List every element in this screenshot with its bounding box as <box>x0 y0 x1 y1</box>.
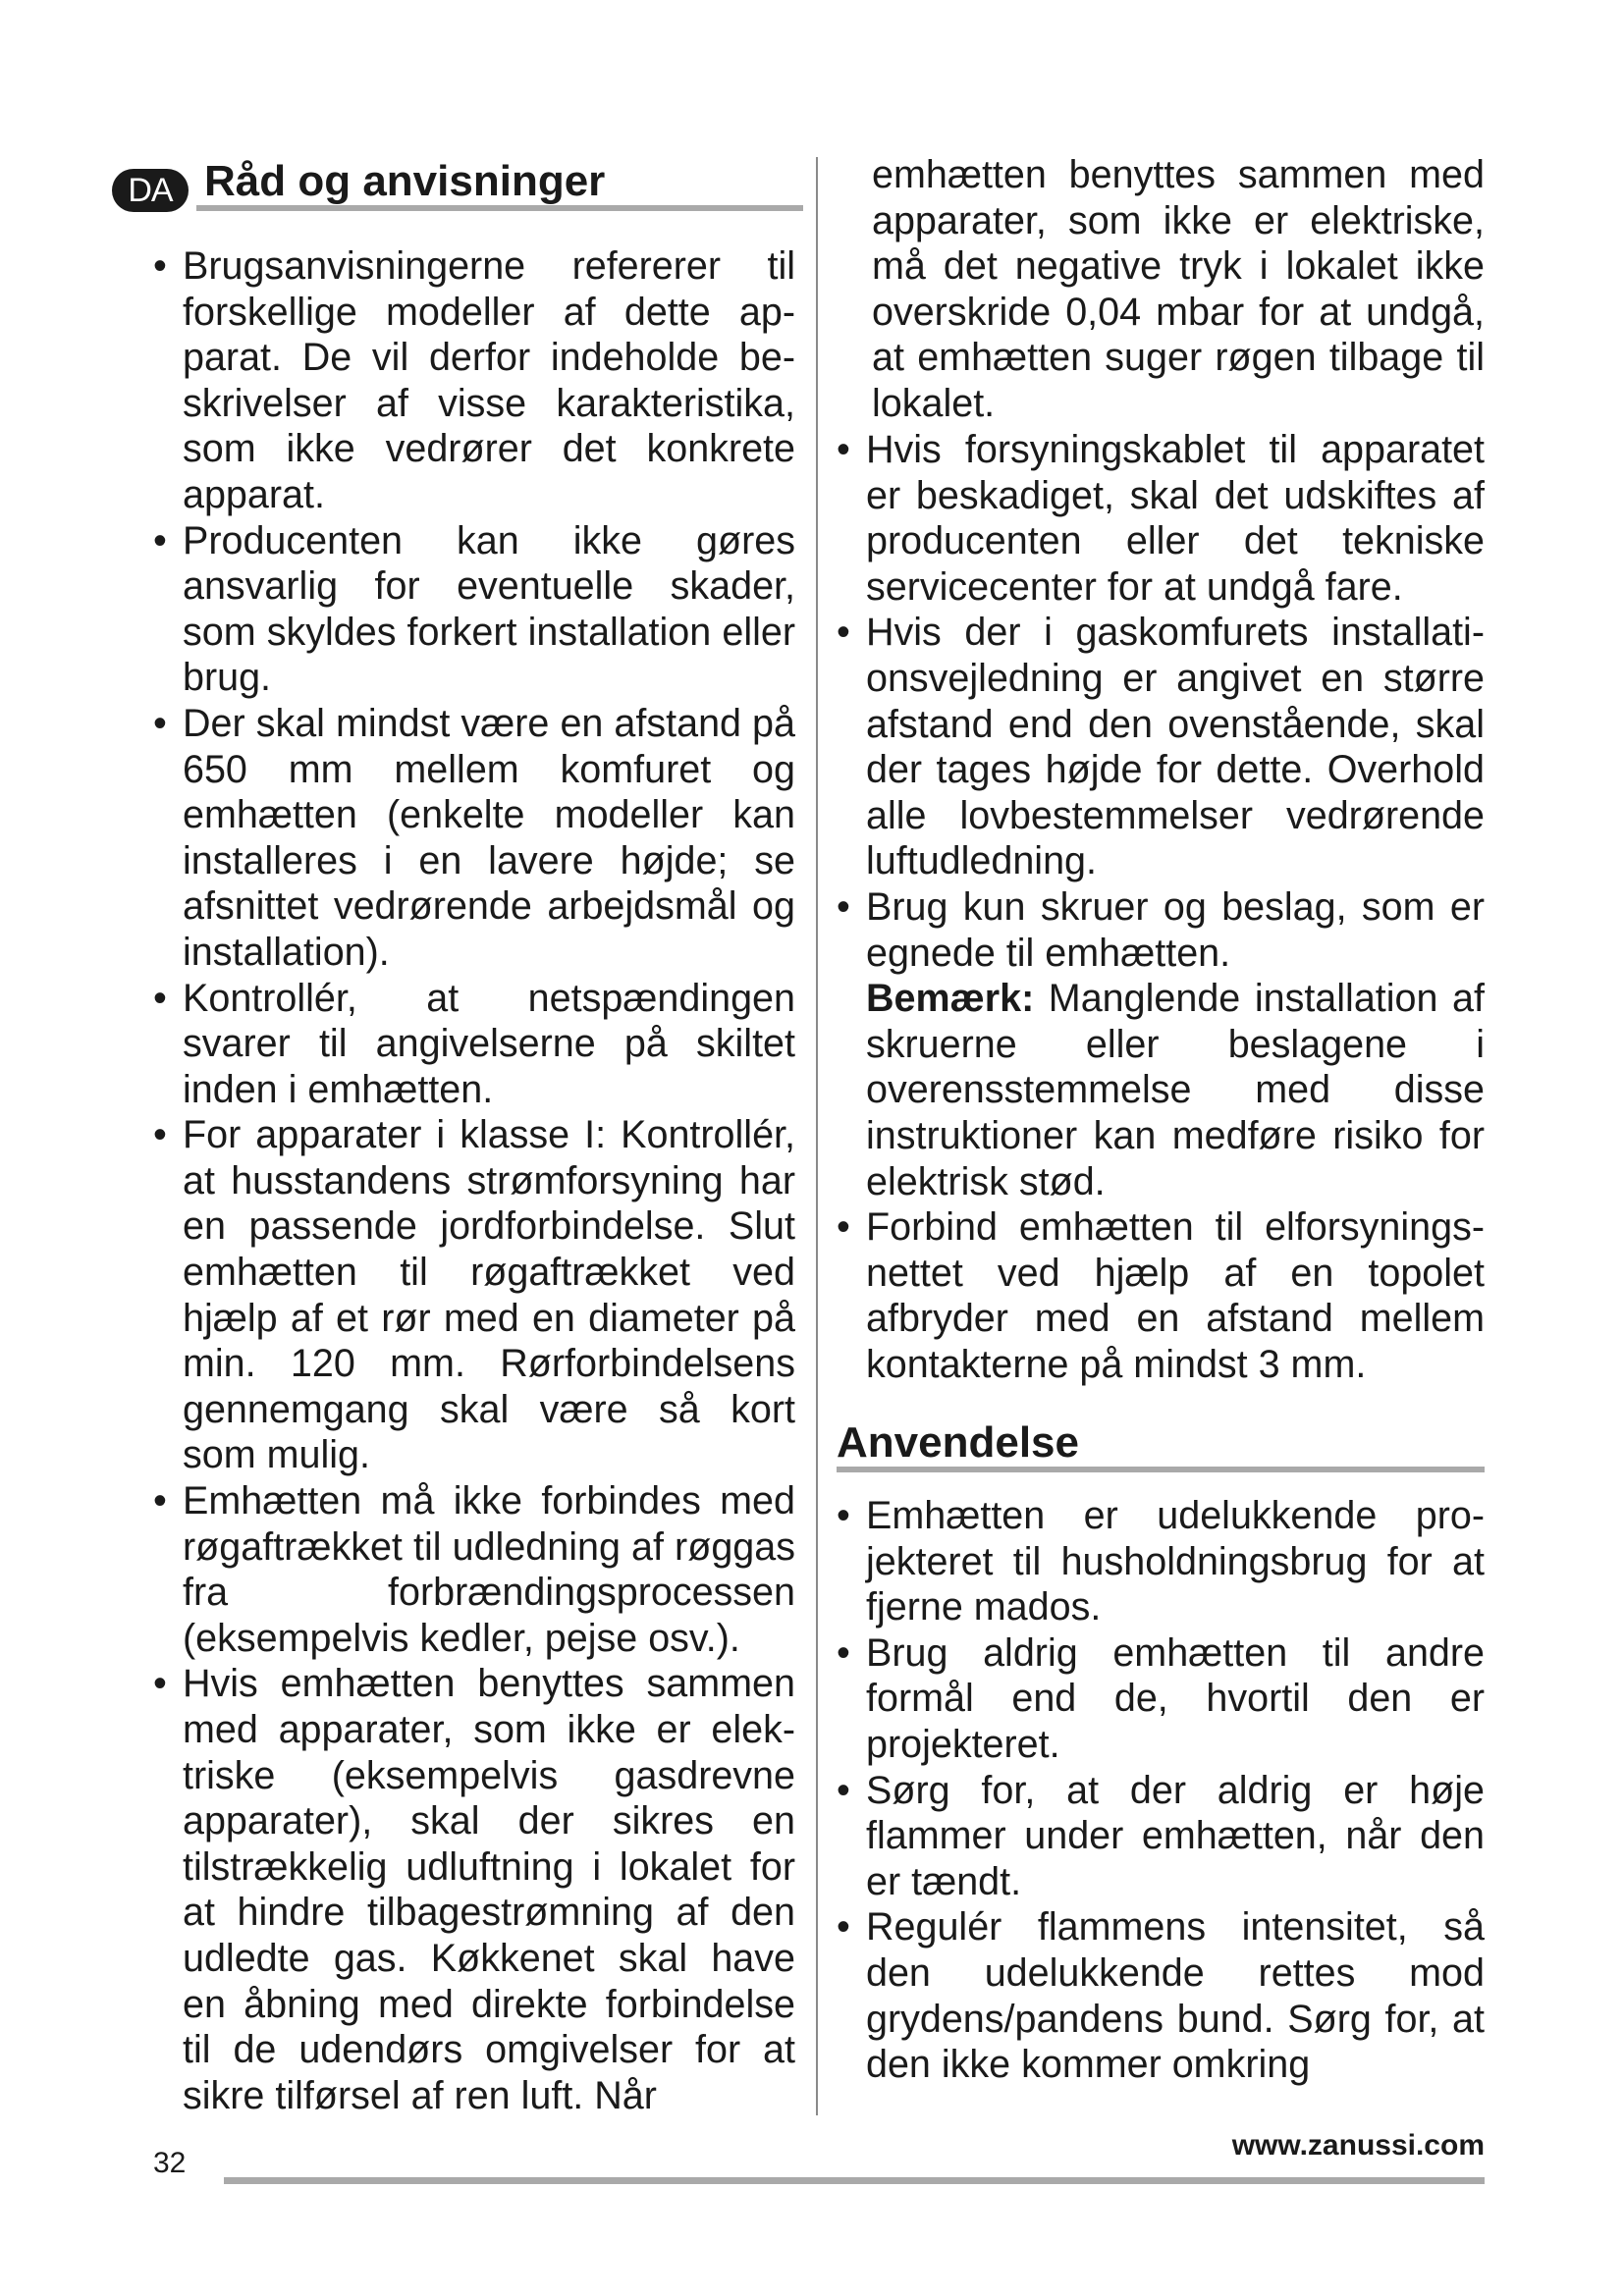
list-item: • Brugsanvisningerne refererer til forskellige modeller af dette apparat. De vil derfor indeholde beskrivelser af visse karakteristika, som ikke vedrører det konkrete apparat. <box>153 243 795 518</box>
list-item: • Hvis emhætten benyttes sammen med apparater, som ikke er elektriske (eksempelvis gasdrevne apparater), skal der sikres en tilstrækkelig udluftning i lokalet for at hindre tilbagestrømning af den udledte gas. Køkkenet skal have en åbning med direkte forbindelse til de udendørs omgivelser for at sikre tilførsel af ren luft. Når <box>153 1661 795 2118</box>
list-item: • Kontrollér, at netspændingen svarer til angivelserne på skiltet inden i emhætten. <box>153 976 795 1113</box>
list-item: • Regulér flammens intensitet, så den udelukkende rettes mod grydens/pandens bund. Sørg for, at den ikke kommer omkring <box>837 1904 1485 2087</box>
advice-list-continued <box>837 427 1485 1387</box>
list-item: • Der skal mindst være en afstand på 650 mm mellem komfuret og emhætten (enkelte modeller kan installeres i en lavere højde; se afsnittet vedrørende arbejdsmål og installation). <box>153 701 795 976</box>
usage-list <box>837 1493 1485 2088</box>
section-title-rule <box>196 205 803 211</box>
list-item <box>837 884 1485 1204</box>
list-item: • Sørg for, at der aldrig er høje flammer under emhætten, når den er tændt. <box>837 1768 1485 1905</box>
list-item: • For apparater i klasse I: Kontrollér, at husstandens strømforsyning har en passende jordforbindelse. Slut emhætten til røgaftrækket ved hjælp af et rør med en diameter på min. 120 mm. Rørforbindelsens gennemgang skal være så kort som mulig. <box>153 1112 795 1478</box>
list-item: • Emhætten er udelukkende projekteret til husholdningsbrug for at fjerne mados. <box>837 1493 1485 1630</box>
list-item: • Emhætten må ikke forbindes med røgaftrækket til udledning af røggas fra forbrændingsprocessen (eksempelvis kedler, pejse osv.). <box>153 1478 795 1661</box>
note-label: Bemærk: <box>866 977 1035 1021</box>
page-number: 32 <box>153 2147 187 2179</box>
column-divider <box>816 157 818 2115</box>
note-block <box>866 976 1485 1204</box>
footer-rule <box>224 2177 1485 2184</box>
section-title-advice: Råd og anvisninger <box>204 157 606 205</box>
list-item: • Hvis der i gaskomfurets installationsvejledning er angivet en større afstand end den ovenstående, skal der tages højde for dette. Overhold alle lovbestemmelser vedrørende luftudledning. <box>837 610 1485 884</box>
list-item: • Forbind emhætten til elforsyningsnettet ved hjælp af en topolet afbryder med en afstand mellem kontakterne på mindst 3 mm. <box>837 1204 1485 1387</box>
section-title-usage: Anvendelse <box>837 1418 1079 1467</box>
note-text: Manglende installation af skruerne eller beslagene i overensstemmelse med disse instruktioner kan medføre risiko for elektrisk stød. <box>866 977 1485 1203</box>
list-item: • Brug aldrig emhætten til andre formål end de, hvortil den er projekteret. <box>837 1630 1485 1768</box>
list-item: • Producenten kan ikke gøres ansvarlig for eventuelle skader, som skyldes forkert installation eller brug. <box>153 518 795 701</box>
section-title-rule <box>837 1467 1485 1472</box>
list-item-text: Brug kun skruer og beslag, som er egnede til emhætten. <box>866 884 1485 975</box>
continuation-paragraph: emhætten benyttes sammen med apparater, som ikke er elektriske, må det negative tryk i lokalet ikke overskride 0,04 mbar for at undgå, at emhætten suger røgen tilbage til lokalet. <box>872 153 1485 425</box>
website-url: www.zanussi.com <box>1231 2129 1485 2162</box>
list-item: • Hvis forsyningskablet til apparatet er beskadiget, skal det udskiftes af producenten eller det tekniske servicecenter for at undgå fare. <box>837 427 1485 610</box>
advice-list <box>153 243 795 2118</box>
language-badge: DA <box>112 169 189 212</box>
